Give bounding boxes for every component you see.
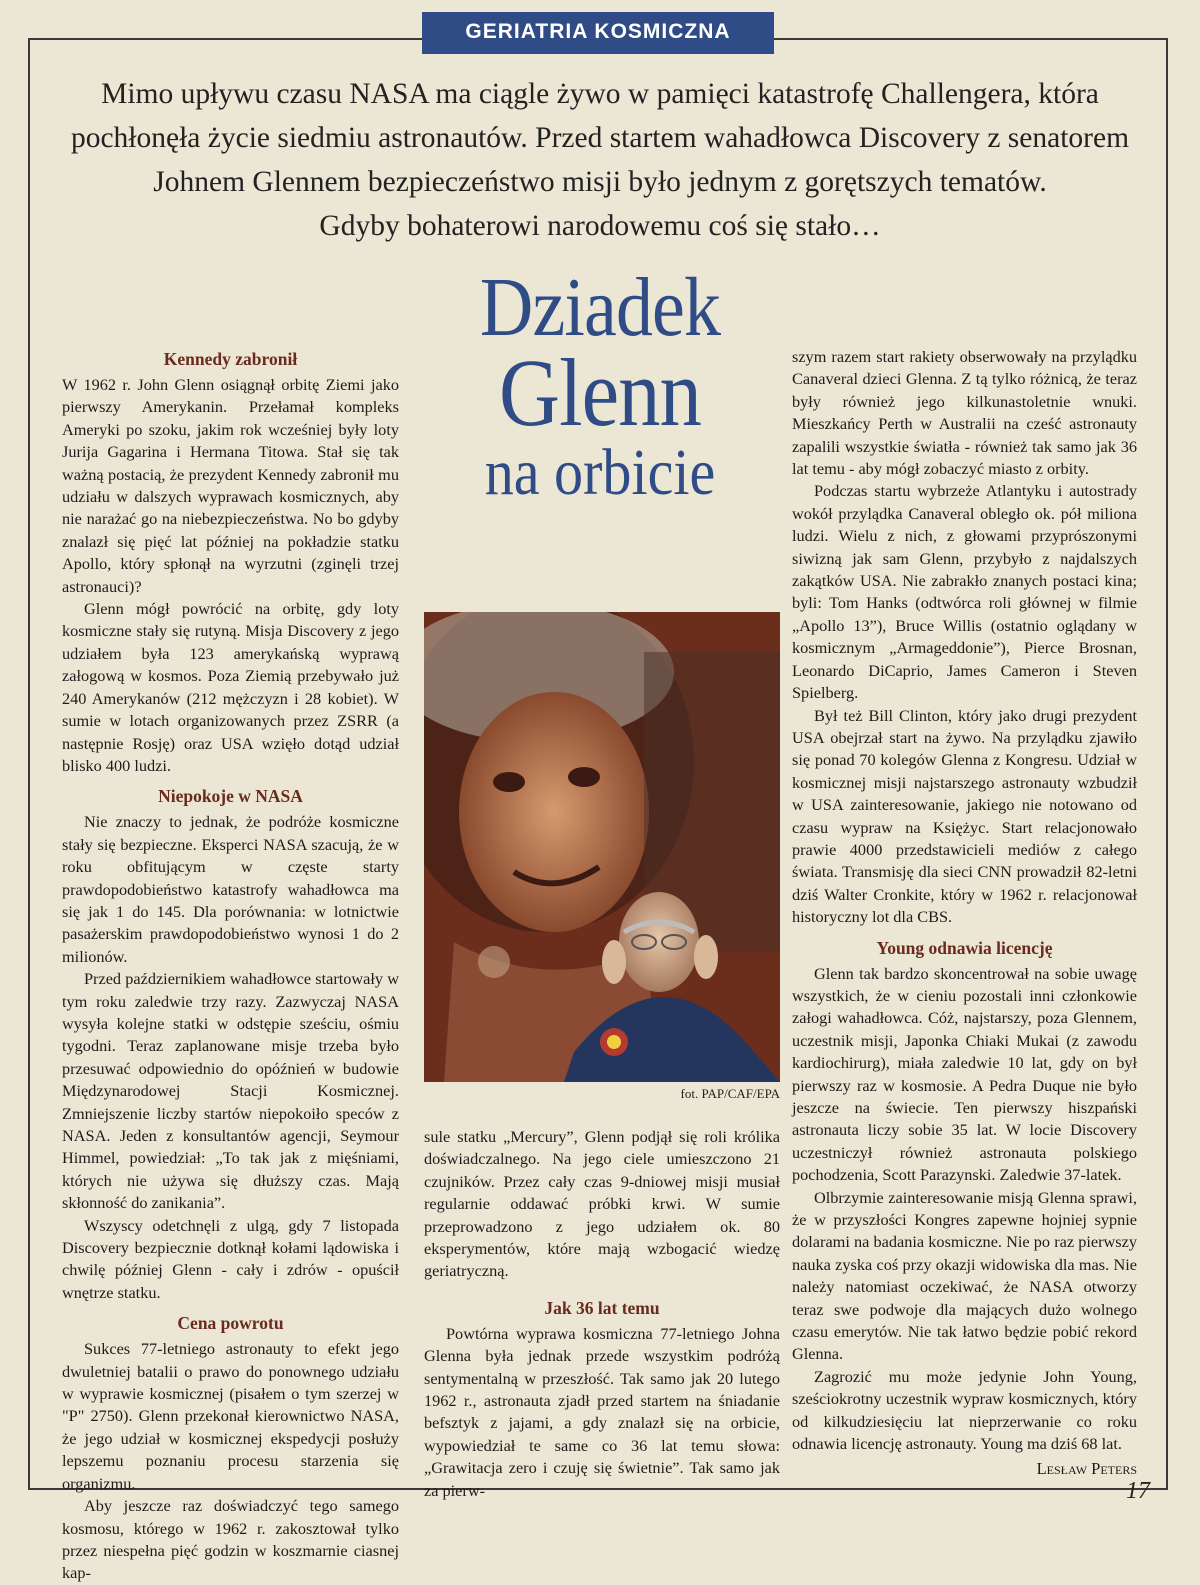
- author-signature: Lesław Peters: [1036, 1458, 1137, 1478]
- paragraph: Podczas startu wybrzeże Atlantyku i autostrady wokół przylądka Canaveral obległo ok. pół miliona ludzi. Wielu z nich, z głowami przyprószonymi siwizną jak sam Glenn, przybyło z najdalszych zakątków USA. Nie zabrakło znanych postaci kina; byli: Tom Hanks (odtwórca roli głównej w filmie „Apollo 13”), Bruce Willis (ostatnio oglądany w kosmicznym „Armageddonie”), Pierce Brosnan, Leonardo DiCaprio, James Cameron i Steven Spielberg.: [792, 481, 1137, 703]
- lead-line: Gdyby bohaterowi narodowemu coś się stało…: [319, 210, 881, 242]
- paragraph: Powtórna wyprawa kosmiczna 77-letniego Johna Glenna była jednak przede wszystkim podróżą sentymentalną w przeszłość. Tak samo jak 20 lutego 1962 r., astronauta zjadł przed startem na śniadanie befsztyk z jajami, a gdy znalazł się na orbicie, wypowiedział te same co 36 lat temu słowa: „Grawitacja zero i czuję się świetnie”. Tak samo jak za pierw-: [424, 1323, 780, 1500]
- page-number: 17: [1126, 1478, 1150, 1504]
- subheading: Young odnawia licencję: [876, 937, 1053, 958]
- paragraph: Glenn mógł powrócić na orbitę, gdy loty kosmiczne stały się rutyną. Misja Discovery z jego udziałem była 123 amerykańską wyprawą załogową w kosmos. Poza Ziemią przebywało już 240 Amerykanów (212 mężczyzn i 28 kobiet). W sumie w lotach organizowanych przez ZSRR (a następnie Rosję) oraz USA wzięło dotąd udział blisko 400 ludzi.: [62, 599, 399, 775]
- headline: [420, 261, 780, 509]
- paragraph: Zagrozić mu może jedynie John Young, sześciokrotny uczestnik wypraw kosmicznych, który od kilkudziesięciu lat nieprzerwanie co roku odnawia licencję astronauty. Young ma dziś 68 lat.: [792, 1366, 1137, 1454]
- photo-credit: fot. PAP/CAF/EPA: [680, 1086, 780, 1101]
- subheading: Cena powrotu: [177, 1313, 284, 1334]
- column-right: [792, 346, 1137, 1480]
- paragraph: Nie znaczy to jednak, że podróże kosmiczne stały się bezpieczne. Eksperci NASA szacują, że w roku obfitującym w częste starty prawdopodobieństwo katastrofy wahadłowca ma się jak 1 do 145. Dla porównania: w lotnictwie pasażerskim prawdopodobieństwo wynosi 1 do 2 milionów.: [62, 812, 399, 966]
- subheading: Jak 36 lat temu: [544, 1297, 660, 1318]
- headline-line: Glenn: [498, 339, 702, 446]
- column-middle: [424, 1126, 780, 1502]
- paragraph: W 1962 r. John Glenn osiągnął orbitę Ziemi jako pierwszy Amerykanin. Przełamał kompleks Ameryki po szoku, jakim rok wcześniej były loty Jurija Gagarina i Hermana Titowa. Stał się tak ważną postacią, że prezydent Kennedy zabronił mu udziału w dalszych wyprawach kosmicznych, aby nie narażać go na niebezpieczeństwa. No bo gdyby znalazł się pięć lat później na pokładzie statku Apollo, który spłonął na wyrzutni (zginęli trzej astronauci)?: [62, 375, 399, 596]
- column-left: [62, 340, 399, 1585]
- paragraph: Sukces 77-letniego astronauty to efekt jego dwuletniej batalii o prawo do ponownego udziału w wyprawie kosmicznej (pisałem o tym szerzej w "P" 2750). Glenn przekonał kierownictwo NASA, że jego udział w kosmicznej ekspedycji posłuży lepszemu poznaniu procesu starzenia się organizmu.: [62, 1339, 399, 1493]
- section-tag: GERIATRIA KOSMICZNA: [422, 12, 774, 54]
- lead-paragraph: [50, 72, 1150, 248]
- lead-line: Mimo upływu czasu NASA ma ciągle żywo w pamięci katastrofę Challengera, która: [101, 78, 1099, 110]
- paragraph: Przed październikiem wahadłowce startowały w tym roku zaledwie trzy razy. Zazwyczaj NASA wysyła kolejne statki w odstępie sześciu, ośmiu tygodni. Teraz zaplanowane misje trzeba było przesuwać odpowiednio do opóźnień w budowie Międzynarodowej Stacji Kosmicznej. Zmniejszenie liczby startów niepokoiło speców z NASA. Jeden z konsultantów agencji, Seymour Himmel, powiedział: „To tak jak z mięśniami, których nie używa się dłuższy czas. Mają skłonność do zanikania”.: [62, 969, 399, 1213]
- headline-line: Dziadek: [479, 261, 721, 354]
- astronaut-photo: [424, 612, 780, 1082]
- headline-line: na orbicie: [484, 436, 716, 509]
- paragraph: Był też Bill Clinton, który jako drugi prezydent USA obejrzał start na żywo. Na przylądku zjawiło się ponad 70 kolegów Glenna z Kongresu. Udział w kosmicznej misji najstarszego astronauty wzbudził w USA zainteresowanie, jakiego nie notowano od czasu wypraw na Księżyc. Start relacjonowało prawie 4000 przedstawicieli mediów z całego świata. Transmisję dla sieci CNN prowadził 82-letni dziś Walter Cronkite, który w 1962 r. relacjonował historyczny lot dla CBS.: [792, 705, 1137, 927]
- paragraph: Aby jeszcze raz doświadczyć tego samego kosmosu, którego w 1962 r. zakosztował tylko przez niespełna pięć godzin w koszmarnie ciasnej kap-: [62, 1496, 399, 1583]
- lead-line: Johnem Glennem bezpieczeństwo misji było jednym z gorętszych tematów.: [153, 166, 1047, 198]
- subheading: Kennedy zabronił: [163, 349, 298, 369]
- lead-line: pochłonęła życie siedmiu astronautów. Przed startem wahadłowca Discovery z senatorem: [70, 122, 1130, 154]
- photo-illustration: [424, 612, 780, 1082]
- paragraph: sule statku „Mercury”, Glenn podjął się roli królika doświadczalnego. Na jego ciele umieszczono 21 czujników. Przez cały czas 9-dniowej misji musiał regularnie oddawać próbki krwi. W sumie przeprowadzono z jego udziałem ok. 80 eksperymentów, które mają wzbogacić wiedzę geriatryczną.: [424, 1127, 780, 1281]
- paragraph: Wszyscy odetchnęli z ulgą, gdy 7 listopada Discovery bezpiecznie dotknął kołami lądowiska i chwilę później Glenn - cały i zdrów - opuścił wnętrze statku.: [62, 1215, 399, 1302]
- paragraph: Glenn tak bardzo skoncentrował na sobie uwagę wszystkich, że w cieniu pozostali inni członkowie załogi wahadłowca. Cóż, najstarszy, poza Glennem, uczestnik misji, Japonka Chiaki Mukai (z zawodu kardiochirurg), miała zaledwie 10 lat, gdy on był pierwszy raz w kosmosie. A Pedra Duque nie było jeszcze na świecie. Ten pierwszy hiszpański astronauta liczy sobie 35 lat. W locie Discovery uczestniczył również astronauta polskiego pochodzenia, Scott Parazynski. Zaledwie 37-latek.: [792, 963, 1137, 1185]
- paragraph: Olbrzymie zainteresowanie misją Glenna sprawi, że w przyszłości Kongres zapewne hojniej sypnie dolarami na badania kosmiczne. Nie po raz pierwszy nauka zyska coś przy okazji widowiska dla mas. Nie należy natomiast oczekiwać, że NASA otworzy teraz swe podwoje dla mających dużo wolnego czasu emerytów. Nie tak łatwo będzie pobić rekord Glenna.: [792, 1187, 1137, 1364]
- subheading: Niepokoje w NASA: [158, 786, 303, 807]
- paragraph: szym razem start rakiety obserwowały na przylądku Canaveral dzieci Glenna. Z tą tylko różnicą, że teraz były również jego kilkunastoletnie wnuki. Mieszkańcy Perth w Australii na cześć astronauty zapalili wszystkie światła - również tak samo jak 36 lat temu - aby mógł zobaczyć miasto z orbity.: [792, 347, 1137, 479]
